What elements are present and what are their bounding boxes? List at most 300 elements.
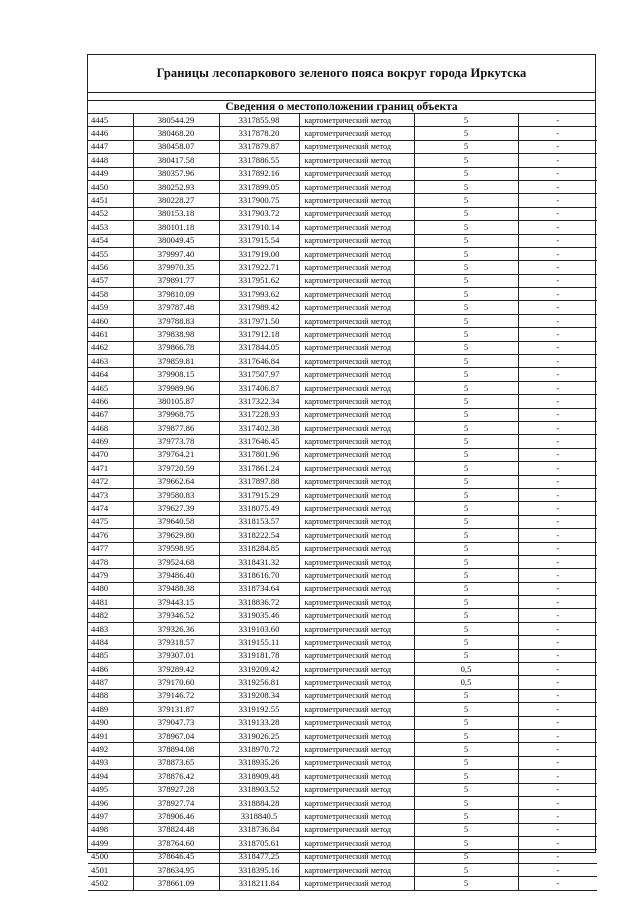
accuracy-cell: 5 xyxy=(414,582,518,595)
point-number-cell: 4449 xyxy=(88,167,133,180)
method-cell: картометрический метод xyxy=(299,288,414,301)
y-coordinate-cell: 3318705.61 xyxy=(219,837,299,850)
method-cell: картометрический метод xyxy=(299,114,414,127)
y-coordinate-cell: 3317919.00 xyxy=(219,247,299,260)
method-cell: картометрический метод xyxy=(299,448,414,461)
x-coordinate-cell: 378927.74 xyxy=(133,796,219,809)
y-coordinate-cell: 3319192.55 xyxy=(219,703,299,716)
method-cell: картометрический метод xyxy=(299,435,414,448)
point-number-cell: 4461 xyxy=(88,328,133,341)
document-frame xyxy=(87,54,596,888)
method-cell: картометрический метод xyxy=(299,582,414,595)
table-row xyxy=(88,488,597,501)
method-cell: картометрический метод xyxy=(299,823,414,836)
y-coordinate-cell: 3317971.50 xyxy=(219,314,299,327)
x-coordinate-cell: 379488.38 xyxy=(133,582,219,595)
point-number-cell: 4487 xyxy=(88,676,133,689)
point-number-cell: 4496 xyxy=(88,796,133,809)
accuracy-cell: 5 xyxy=(414,810,518,823)
description-cell: - xyxy=(518,770,597,783)
x-coordinate-cell: 378661.09 xyxy=(133,877,219,890)
method-cell: картометрический метод xyxy=(299,408,414,421)
point-number-cell: 4447 xyxy=(88,140,133,153)
x-coordinate-cell: 380458.07 xyxy=(133,140,219,153)
method-cell: картометрический метод xyxy=(299,796,414,809)
y-coordinate-cell: 3317900.75 xyxy=(219,194,299,207)
table-row xyxy=(88,877,597,890)
y-coordinate-cell: 3317903.72 xyxy=(219,207,299,220)
x-coordinate-cell: 379598.95 xyxy=(133,542,219,555)
accuracy-cell: 5 xyxy=(414,247,518,260)
method-cell: картометрический метод xyxy=(299,743,414,756)
x-coordinate-cell: 379866.78 xyxy=(133,341,219,354)
document-title: Границы лесопаркового зеленого пояса вокруг города Иркутска xyxy=(156,66,527,80)
table-row xyxy=(88,529,597,542)
method-cell: картометрический метод xyxy=(299,850,414,863)
x-coordinate-cell: 379788.83 xyxy=(133,314,219,327)
x-coordinate-cell: 379627.39 xyxy=(133,502,219,515)
point-number-cell: 4502 xyxy=(88,877,133,890)
method-cell: картометрический метод xyxy=(299,756,414,769)
description-cell: - xyxy=(518,542,597,555)
y-coordinate-cell: 3318222.54 xyxy=(219,529,299,542)
table-row xyxy=(88,837,597,850)
x-coordinate-cell: 380417.58 xyxy=(133,154,219,167)
y-coordinate-cell: 3319208.34 xyxy=(219,689,299,702)
method-cell: картометрический метод xyxy=(299,221,414,234)
table-row xyxy=(88,301,597,314)
accuracy-cell: 5 xyxy=(414,555,518,568)
y-coordinate-cell: 3319181.78 xyxy=(219,649,299,662)
table-row xyxy=(88,756,597,769)
point-number-cell: 4495 xyxy=(88,783,133,796)
accuracy-cell: 5 xyxy=(414,462,518,475)
point-number-cell: 4476 xyxy=(88,529,133,542)
point-number-cell: 4486 xyxy=(88,663,133,676)
description-cell: - xyxy=(518,167,597,180)
y-coordinate-cell: 3318211.84 xyxy=(219,877,299,890)
table-row xyxy=(88,649,597,662)
method-cell: картометрический метод xyxy=(299,542,414,555)
accuracy-cell: 5 xyxy=(414,596,518,609)
x-coordinate-cell: 378824.48 xyxy=(133,823,219,836)
method-cell: картометрический метод xyxy=(299,863,414,876)
y-coordinate-cell: 3318970.72 xyxy=(219,743,299,756)
description-cell: - xyxy=(518,502,597,515)
x-coordinate-cell: 378894.08 xyxy=(133,743,219,756)
description-cell: - xyxy=(518,703,597,716)
x-coordinate-cell: 380357.96 xyxy=(133,167,219,180)
accuracy-cell: 5 xyxy=(414,395,518,408)
table-row xyxy=(88,703,597,716)
x-coordinate-cell: 379629.80 xyxy=(133,529,219,542)
y-coordinate-cell: 3317951.62 xyxy=(219,274,299,287)
accuracy-cell: 5 xyxy=(414,569,518,582)
x-coordinate-cell: 379486.40 xyxy=(133,569,219,582)
description-cell: - xyxy=(518,877,597,890)
y-coordinate-cell: 3317886.55 xyxy=(219,154,299,167)
description-cell: - xyxy=(518,435,597,448)
y-coordinate-cell: 3317322.34 xyxy=(219,395,299,408)
method-cell: картометрический метод xyxy=(299,676,414,689)
point-number-cell: 4455 xyxy=(88,247,133,260)
y-coordinate-cell: 3318903.52 xyxy=(219,783,299,796)
point-number-cell: 4493 xyxy=(88,756,133,769)
description-cell: - xyxy=(518,649,597,662)
table-row xyxy=(88,542,597,555)
table-row xyxy=(88,609,597,622)
table-row xyxy=(88,810,597,823)
table-row xyxy=(88,221,597,234)
method-cell: картометрический метод xyxy=(299,622,414,635)
method-cell: картометрический метод xyxy=(299,381,414,394)
table-row xyxy=(88,743,597,756)
table-row xyxy=(88,448,597,461)
accuracy-cell: 5 xyxy=(414,408,518,421)
accuracy-cell: 5 xyxy=(414,114,518,127)
accuracy-cell: 0,5 xyxy=(414,663,518,676)
accuracy-cell: 5 xyxy=(414,863,518,876)
description-cell: - xyxy=(518,475,597,488)
point-number-cell: 4497 xyxy=(88,810,133,823)
point-number-cell: 4452 xyxy=(88,207,133,220)
point-number-cell: 4459 xyxy=(88,301,133,314)
method-cell: картометрический метод xyxy=(299,207,414,220)
x-coordinate-cell: 379443.15 xyxy=(133,596,219,609)
y-coordinate-cell: 3317993.62 xyxy=(219,288,299,301)
accuracy-cell: 5 xyxy=(414,261,518,274)
description-cell: - xyxy=(518,408,597,421)
spacer-row xyxy=(88,93,595,101)
accuracy-cell: 5 xyxy=(414,542,518,555)
x-coordinate-cell: 380228.27 xyxy=(133,194,219,207)
description-cell: - xyxy=(518,274,597,287)
table-row xyxy=(88,863,597,876)
point-number-cell: 4481 xyxy=(88,596,133,609)
method-cell: картометрический метод xyxy=(299,837,414,850)
accuracy-cell: 5 xyxy=(414,194,518,207)
method-cell: картометрический метод xyxy=(299,154,414,167)
accuracy-cell: 5 xyxy=(414,770,518,783)
x-coordinate-cell: 379989.96 xyxy=(133,381,219,394)
table-row xyxy=(88,154,597,167)
accuracy-cell: 5 xyxy=(414,234,518,247)
point-number-cell: 4488 xyxy=(88,689,133,702)
accuracy-cell: 5 xyxy=(414,328,518,341)
section-block xyxy=(88,101,595,114)
accuracy-cell: 5 xyxy=(414,207,518,220)
accuracy-cell: 5 xyxy=(414,154,518,167)
point-number-cell: 4470 xyxy=(88,448,133,461)
accuracy-cell: 5 xyxy=(414,649,518,662)
method-cell: картометрический метод xyxy=(299,636,414,649)
accuracy-cell: 5 xyxy=(414,488,518,501)
accuracy-cell: 5 xyxy=(414,475,518,488)
y-coordinate-cell: 3318395.16 xyxy=(219,863,299,876)
description-cell: - xyxy=(518,355,597,368)
accuracy-cell: 5 xyxy=(414,515,518,528)
table-row xyxy=(88,515,597,528)
y-coordinate-cell: 3319256.81 xyxy=(219,676,299,689)
y-coordinate-cell: 3317228.93 xyxy=(219,408,299,421)
x-coordinate-cell: 379131.87 xyxy=(133,703,219,716)
point-number-cell: 4457 xyxy=(88,274,133,287)
point-number-cell: 4471 xyxy=(88,462,133,475)
x-coordinate-cell: 379970.35 xyxy=(133,261,219,274)
method-cell: картометрический метод xyxy=(299,462,414,475)
x-coordinate-cell: 379773.78 xyxy=(133,435,219,448)
method-cell: картометрический метод xyxy=(299,355,414,368)
y-coordinate-cell: 3319035.46 xyxy=(219,609,299,622)
point-number-cell: 4445 xyxy=(88,114,133,127)
accuracy-cell: 5 xyxy=(414,716,518,729)
table-row xyxy=(88,729,597,742)
point-number-cell: 4500 xyxy=(88,850,133,863)
x-coordinate-cell: 380105.87 xyxy=(133,395,219,408)
method-cell: картометрический метод xyxy=(299,770,414,783)
table-row xyxy=(88,261,597,274)
table-row xyxy=(88,207,597,220)
description-cell: - xyxy=(518,341,597,354)
y-coordinate-cell: 3317899.05 xyxy=(219,180,299,193)
description-cell: - xyxy=(518,796,597,809)
accuracy-cell: 5 xyxy=(414,743,518,756)
accuracy-cell: 5 xyxy=(414,221,518,234)
y-coordinate-cell: 3318075.49 xyxy=(219,502,299,515)
accuracy-cell: 5 xyxy=(414,877,518,890)
description-cell: - xyxy=(518,127,597,140)
method-cell: картометрический метод xyxy=(299,234,414,247)
description-cell: - xyxy=(518,863,597,876)
y-coordinate-cell: 3317910.14 xyxy=(219,221,299,234)
table-row xyxy=(88,328,597,341)
x-coordinate-cell: 379908.15 xyxy=(133,368,219,381)
point-number-cell: 4451 xyxy=(88,194,133,207)
description-cell: - xyxy=(518,783,597,796)
table-row xyxy=(88,247,597,260)
accuracy-cell: 5 xyxy=(414,783,518,796)
x-coordinate-cell: 378764.60 xyxy=(133,837,219,850)
method-cell: картометрический метод xyxy=(299,247,414,260)
accuracy-cell: 5 xyxy=(414,180,518,193)
y-coordinate-cell: 3317915.54 xyxy=(219,234,299,247)
y-coordinate-cell: 3317912.18 xyxy=(219,328,299,341)
y-coordinate-cell: 3318431.32 xyxy=(219,555,299,568)
method-cell: картометрический метод xyxy=(299,301,414,314)
method-cell: картометрический метод xyxy=(299,194,414,207)
point-number-cell: 4501 xyxy=(88,863,133,876)
method-cell: картометрический метод xyxy=(299,314,414,327)
x-coordinate-cell: 379640.58 xyxy=(133,515,219,528)
x-coordinate-cell: 379997.40 xyxy=(133,247,219,260)
x-coordinate-cell: 378873.65 xyxy=(133,756,219,769)
x-coordinate-cell: 379047.73 xyxy=(133,716,219,729)
method-cell: картометрический метод xyxy=(299,689,414,702)
point-number-cell: 4466 xyxy=(88,395,133,408)
x-coordinate-cell: 380544.29 xyxy=(133,114,219,127)
table-row xyxy=(88,355,597,368)
x-coordinate-cell: 379764.21 xyxy=(133,448,219,461)
table-row xyxy=(88,783,597,796)
point-number-cell: 4479 xyxy=(88,569,133,582)
y-coordinate-cell: 3317861.24 xyxy=(219,462,299,475)
x-coordinate-cell: 380153.18 xyxy=(133,207,219,220)
accuracy-cell: 5 xyxy=(414,796,518,809)
description-cell: - xyxy=(518,221,597,234)
table-row xyxy=(88,421,597,434)
x-coordinate-cell: 378927.28 xyxy=(133,783,219,796)
accuracy-cell: 5 xyxy=(414,502,518,515)
accuracy-cell: 5 xyxy=(414,167,518,180)
description-cell: - xyxy=(518,582,597,595)
table-row xyxy=(88,796,597,809)
method-cell: картометрический метод xyxy=(299,515,414,528)
description-cell: - xyxy=(518,810,597,823)
point-number-cell: 4478 xyxy=(88,555,133,568)
description-cell: - xyxy=(518,288,597,301)
method-cell: картометрический метод xyxy=(299,609,414,622)
x-coordinate-cell: 378634.95 xyxy=(133,863,219,876)
method-cell: картометрический метод xyxy=(299,368,414,381)
x-coordinate-cell: 379877.86 xyxy=(133,421,219,434)
point-number-cell: 4484 xyxy=(88,636,133,649)
table-row xyxy=(88,180,597,193)
accuracy-cell: 5 xyxy=(414,435,518,448)
description-cell: - xyxy=(518,823,597,836)
table-row xyxy=(88,194,597,207)
accuracy-cell: 5 xyxy=(414,368,518,381)
y-coordinate-cell: 3317892.16 xyxy=(219,167,299,180)
description-cell: - xyxy=(518,569,597,582)
table-row xyxy=(88,676,597,689)
x-coordinate-cell: 380252.93 xyxy=(133,180,219,193)
method-cell: картометрический метод xyxy=(299,421,414,434)
description-cell: - xyxy=(518,555,597,568)
description-cell: - xyxy=(518,850,597,863)
point-number-cell: 4456 xyxy=(88,261,133,274)
y-coordinate-cell: 3319155.11 xyxy=(219,636,299,649)
point-number-cell: 4485 xyxy=(88,649,133,662)
accuracy-cell: 5 xyxy=(414,636,518,649)
point-number-cell: 4492 xyxy=(88,743,133,756)
point-number-cell: 4473 xyxy=(88,488,133,501)
x-coordinate-cell: 379968.75 xyxy=(133,408,219,421)
method-cell: картометрический метод xyxy=(299,167,414,180)
accuracy-cell: 5 xyxy=(414,355,518,368)
description-cell: - xyxy=(518,368,597,381)
table-row xyxy=(88,140,597,153)
table-row xyxy=(88,475,597,488)
accuracy-cell: 5 xyxy=(414,823,518,836)
y-coordinate-cell: 3318884.28 xyxy=(219,796,299,809)
description-cell: - xyxy=(518,636,597,649)
method-cell: картометрический метод xyxy=(299,261,414,274)
point-number-cell: 4491 xyxy=(88,729,133,742)
section-title: Сведения о местоположении границ объекта xyxy=(225,101,458,113)
x-coordinate-cell: 379146.72 xyxy=(133,689,219,702)
table-row xyxy=(88,555,597,568)
table-row xyxy=(88,381,597,394)
x-coordinate-cell: 379787.48 xyxy=(133,301,219,314)
table-row xyxy=(88,408,597,421)
point-number-cell: 4467 xyxy=(88,408,133,421)
description-cell: - xyxy=(518,261,597,274)
method-cell: картометрический метод xyxy=(299,529,414,542)
x-coordinate-cell: 379307.01 xyxy=(133,649,219,662)
method-cell: картометрический метод xyxy=(299,810,414,823)
y-coordinate-cell: 3318935.26 xyxy=(219,756,299,769)
x-coordinate-cell: 379170.60 xyxy=(133,676,219,689)
table-row xyxy=(88,462,597,475)
description-cell: - xyxy=(518,676,597,689)
point-number-cell: 4482 xyxy=(88,609,133,622)
x-coordinate-cell: 379326.36 xyxy=(133,622,219,635)
point-number-cell: 4469 xyxy=(88,435,133,448)
x-coordinate-cell: 378906.46 xyxy=(133,810,219,823)
table-row xyxy=(88,502,597,515)
y-coordinate-cell: 3318736.84 xyxy=(219,823,299,836)
description-cell: - xyxy=(518,448,597,461)
point-number-cell: 4499 xyxy=(88,837,133,850)
x-coordinate-cell: 379720.59 xyxy=(133,462,219,475)
y-coordinate-cell: 3318477.25 xyxy=(219,850,299,863)
x-coordinate-cell: 379580.83 xyxy=(133,488,219,501)
description-cell: - xyxy=(518,395,597,408)
y-coordinate-cell: 3319103.60 xyxy=(219,622,299,635)
method-cell: картометрический метод xyxy=(299,341,414,354)
y-coordinate-cell: 3317855.98 xyxy=(219,114,299,127)
accuracy-cell: 5 xyxy=(414,127,518,140)
x-coordinate-cell: 379289.42 xyxy=(133,663,219,676)
accuracy-cell: 5 xyxy=(414,837,518,850)
table-row xyxy=(88,689,597,702)
coordinates-table-body xyxy=(88,114,597,890)
accuracy-cell: 5 xyxy=(414,689,518,702)
point-number-cell: 4468 xyxy=(88,421,133,434)
table-row xyxy=(88,569,597,582)
point-number-cell: 4464 xyxy=(88,368,133,381)
method-cell: картометрический метод xyxy=(299,596,414,609)
description-cell: - xyxy=(518,515,597,528)
y-coordinate-cell: 3319133.28 xyxy=(219,716,299,729)
coordinates-table xyxy=(88,114,597,891)
method-cell: картометрический метод xyxy=(299,877,414,890)
table-row xyxy=(88,596,597,609)
table-row xyxy=(88,288,597,301)
description-cell: - xyxy=(518,207,597,220)
x-coordinate-cell: 378967.04 xyxy=(133,729,219,742)
x-coordinate-cell: 379346.52 xyxy=(133,609,219,622)
table-row xyxy=(88,770,597,783)
table-row xyxy=(88,663,597,676)
point-number-cell: 4475 xyxy=(88,515,133,528)
y-coordinate-cell: 3317646.45 xyxy=(219,435,299,448)
description-cell: - xyxy=(518,729,597,742)
method-cell: картометрический метод xyxy=(299,703,414,716)
accuracy-cell: 5 xyxy=(414,756,518,769)
y-coordinate-cell: 3318153.57 xyxy=(219,515,299,528)
point-number-cell: 4450 xyxy=(88,180,133,193)
y-coordinate-cell: 3318734.64 xyxy=(219,582,299,595)
y-coordinate-cell: 3318909.48 xyxy=(219,770,299,783)
accuracy-cell: 5 xyxy=(414,301,518,314)
description-cell: - xyxy=(518,529,597,542)
point-number-cell: 4498 xyxy=(88,823,133,836)
x-coordinate-cell: 379662.64 xyxy=(133,475,219,488)
accuracy-cell: 5 xyxy=(414,850,518,863)
point-number-cell: 4477 xyxy=(88,542,133,555)
description-cell: - xyxy=(518,488,597,501)
